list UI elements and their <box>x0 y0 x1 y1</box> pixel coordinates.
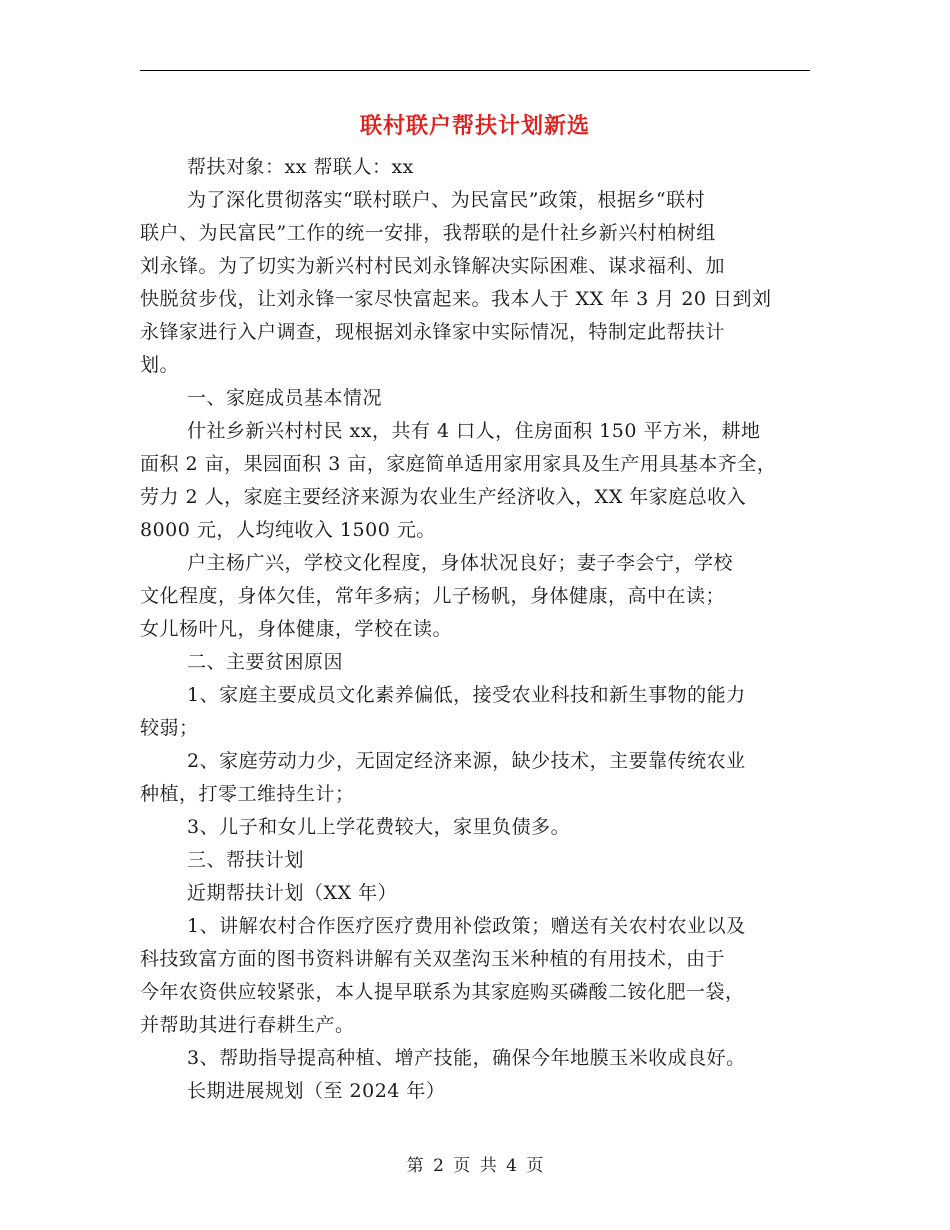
text-line: 1、家庭主要成员文化素养偏低，接受农业科技和新生事物的能力 <box>187 684 746 706</box>
text-line: 一、家庭成员基本情况 <box>187 387 383 409</box>
text-line: 户主杨广兴，学校文化程度，身体状况良好；妻子李会宁，学校 <box>187 552 734 574</box>
text-line: 联户、为民富民”工作的统一安排，我帮联的是什社乡新兴村柏树组 <box>140 222 716 244</box>
document-body <box>140 151 812 1108</box>
text-line: 3、帮助指导提高种植、增产技能，确保今年地膜玉米收成良好。 <box>187 1047 746 1069</box>
text-line: 1、讲解农村合作医疗医疗费用补偿政策；赠送有关农村农业以及 <box>187 915 746 937</box>
text-line: 3、儿子和女儿上学花费较大，家里负债多。 <box>187 816 571 838</box>
text-line: 刘永锋。为了切实为新兴村村民刘永锋解决实际困难、谋求福利、加 <box>140 255 726 277</box>
text-line: 三、帮扶计划 <box>187 849 305 871</box>
text-line: 二、主要贫困原因 <box>187 651 344 673</box>
text-line: 帮扶对象：xx 帮联人：xx <box>187 156 414 178</box>
text-line: 面积 2 亩，果园面积 3 亩，家庭简单适用家用家具及生产用具基本齐全， <box>140 453 777 475</box>
text-line: 近期帮扶计划（XX 年） <box>187 882 398 904</box>
text-line: 女儿杨叶凡，身体健康，学校在读。 <box>140 618 453 640</box>
text-line: 劳力 2 人，家庭主要经济来源为农业生产经济收入，XX 年家庭总收入 <box>140 486 747 508</box>
text-line: 文化程度，身体欠佳，常年多病；儿子杨帆，身体健康，高中在读； <box>140 585 726 607</box>
page-number-footer: 第 2 页 共 4 页 <box>406 1156 544 1176</box>
text-line: 2、家庭劳动力少，无固定经济来源，缺少技术，主要靠传统农业 <box>187 750 746 772</box>
text-line: 种植，打零工维持生计； <box>140 783 355 805</box>
header-rule <box>140 70 810 71</box>
text-line: 快脱贫步伐，让刘永锋一家尽快富起来。我本人于 XX 年 3 月 20 日到刘 <box>140 288 772 310</box>
text-line: 为了深化贯彻落实“联村联户、为民富民”政策，根据乡“联村 <box>187 189 706 211</box>
document-title: 联村联户帮扶计划新选 <box>359 113 590 139</box>
text-line: 什社乡新兴村村民 xx，共有 4 口人，住房面积 150 平方米，耕地 <box>187 420 761 442</box>
text-line: 长期进展规划（至 2024 年） <box>187 1080 446 1102</box>
text-line: 划。 <box>140 354 180 376</box>
text-line: 较弱； <box>140 717 199 739</box>
text-line: 科技致富方面的图书资料讲解有关双垄沟玉米种植的有用技术，由于 <box>140 948 726 970</box>
text-line: 永锋家进行入户调查，现根据刘永锋家中实际情况，特制定此帮扶计 <box>140 321 726 343</box>
text-line: 并帮助其进行春耕生产。 <box>140 1014 355 1036</box>
text-line: 今年农资供应较紧张，本人提早联系为其家庭购买磷酸二铵化肥一袋， <box>140 981 745 1003</box>
text-line: 8000 元，人均纯收入 1500 元。 <box>140 519 436 541</box>
